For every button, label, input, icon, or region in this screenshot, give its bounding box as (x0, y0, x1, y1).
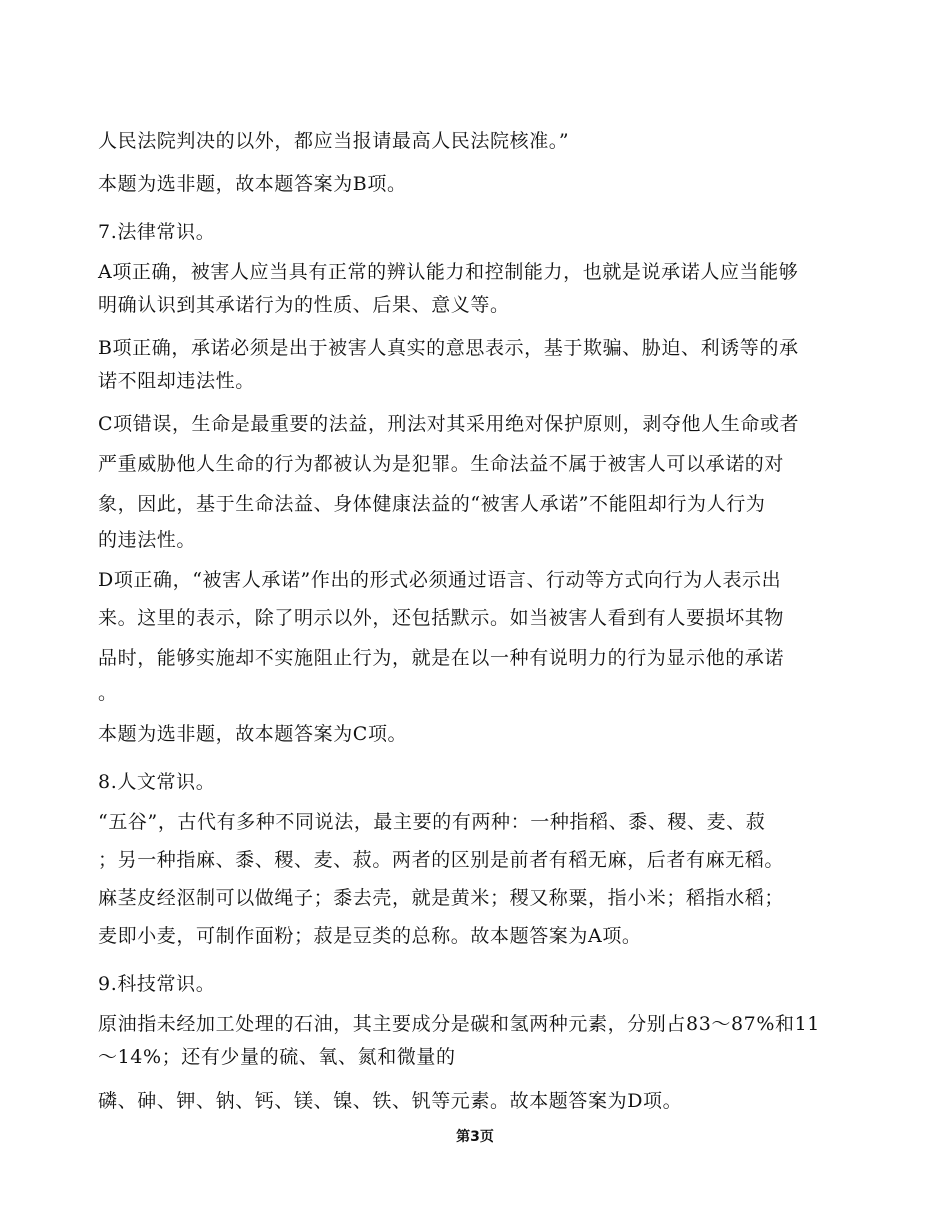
text-line: 诺不阻却违法性。 (98, 370, 255, 392)
text-line: ；另一种指麻、黍、稷、麦、菽。两者的区别是前者有稻无麻，后者有麻无稻。 (98, 849, 785, 871)
section-heading: 9.科技常识。 (98, 973, 216, 995)
text-line: 明确认识到其承诺行为的性质、后果、意义等。 (98, 294, 510, 316)
text-line: 麦即小麦，可制作面粉；菽是豆类的总称。故本题答案为A项。 (98, 925, 642, 947)
text-line: C项错误，生命是最重要的法益，刑法对其采用绝对保护原则，剥夺他人生命或者 (98, 413, 800, 435)
text-line: 来。这里的表示，除了明示以外，还包括默示。如当被害人看到有人要损坏其物 (98, 607, 785, 629)
text-line: 磷、砷、钾、钠、钙、镁、镍、铁、钒等元素。故本题答案为D项。 (98, 1090, 683, 1112)
text-line: B项正确，承诺必须是出于被害人真实的意思表示，基于欺骗、胁迫、利诱等的承 (98, 337, 799, 359)
text-line: ～14%；还有少量的硫、氧、氮和微量的 (98, 1046, 456, 1068)
section-heading: 8.人文常识。 (98, 771, 216, 793)
text-line: A项正确，被害人应当具有正常的辨认能力和控制能力，也就是说承诺人应当能够 (98, 261, 799, 283)
text-line: 本题为选非题，故本题答案为C项。 (98, 723, 408, 745)
text-line: 麻茎皮经沤制可以做绳子；黍去壳，就是黄米；稷又称粟，指小米；稻指水稻； (98, 887, 785, 909)
text-line: 本题为选非题，故本题答案为B项。 (98, 173, 407, 195)
text-line: 人民法院判决的以外，都应当报请最高人民法院核准。” (98, 130, 570, 152)
text-line: 原油指未经加工处理的石油，其主要成分是碳和氢两种元素，分别占83～87%和11 (98, 1013, 820, 1035)
page-number: 第3页 (456, 1129, 494, 1145)
text-line: D项正确，“被害人承诺”作出的形式必须通过语言、行动等方式向行为人表示出 (98, 569, 782, 591)
text-line: 品时，能够实施却不实施阻止行为，就是在以一种有说明力的行为显示他的承诺 (98, 647, 785, 669)
text-line: 的违法性。 (98, 529, 197, 551)
text-line: 。 (98, 682, 118, 704)
text-line: “五谷”，古代有多种不同说法，最主要的有两种：一种指稻、黍、稷、麦、菽 (98, 811, 766, 833)
section-heading: 7.法律常识。 (98, 221, 216, 243)
text-line: 象，因此，基于生命法益、身体健康法益的“被害人承诺”不能阻却行为人行为 (98, 493, 766, 515)
text-line: 严重威胁他人生命的行为都被认为是犯罪。生命法益不属于被害人可以承诺的对 (98, 453, 785, 475)
